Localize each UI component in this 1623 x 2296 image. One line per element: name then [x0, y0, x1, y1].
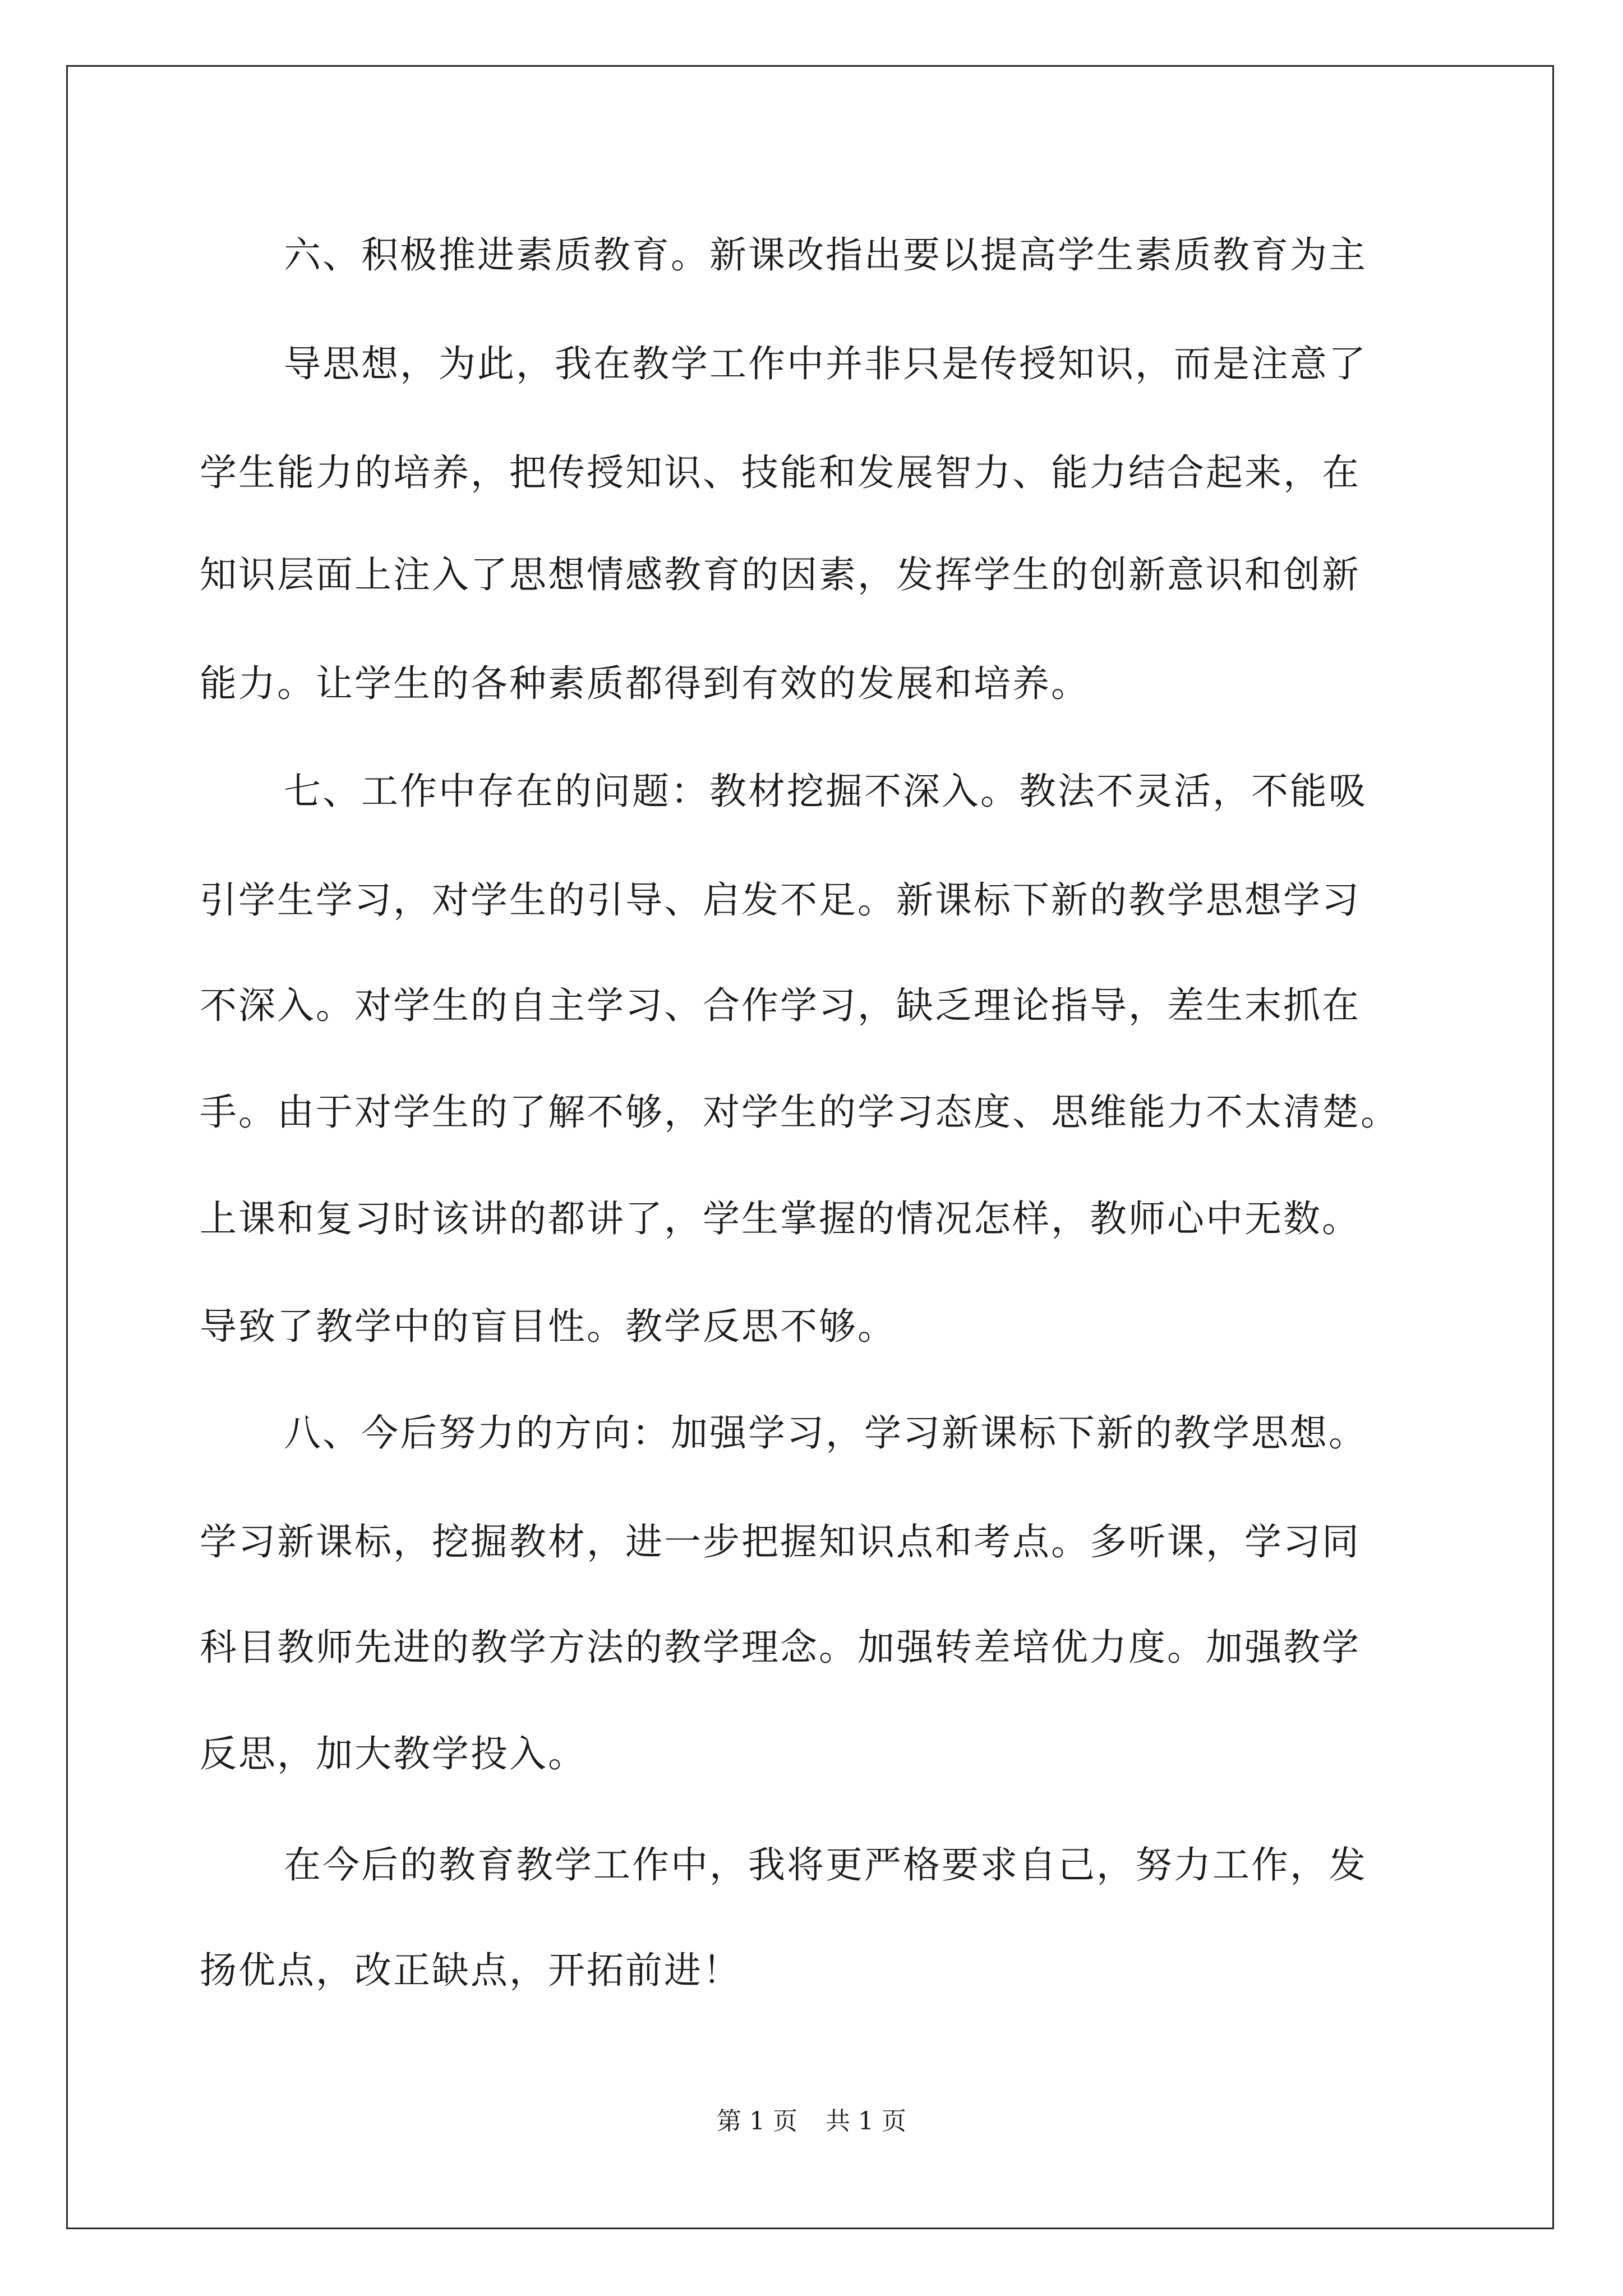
page-number-total: 共 1 页 [826, 2107, 906, 2136]
paragraph-1-line-5: 能力。让学生的各种素质都得到有效的发展和培养。 [200, 662, 1090, 705]
paragraph-2-line-5: 上课和复习时该讲的都讲了，学生掌握的情况怎样，教师心中无数。 [200, 1197, 1361, 1240]
paragraph-1-line-1: 六、积极推进素质教育。新课改指出要以提高学生素质教育为主 [284, 233, 1367, 277]
paragraph-4-line-1: 在今后的教育教学工作中，我将更严格要求自己，努力工作，发 [284, 1843, 1367, 1887]
paragraph-1-line-3: 学生能力的培养，把传授知识、技能和发展智力、能力结合起来，在 [200, 451, 1361, 494]
paragraph-2-line-1: 七、工作中存在的问题：教材挖掘不深入。教法不灵活，不能吸 [284, 770, 1367, 813]
paragraph-3-line-4: 反思，加大教学投入。 [200, 1732, 587, 1775]
page-number-current: 第 1 页 [717, 2107, 797, 2136]
paragraph-3-line-3: 科目教师先进的教学方法的教学理念。加强转差培优力度。加强教学 [200, 1626, 1361, 1669]
paragraph-3-line-2: 学习新课标，挖掘教材，进一步把握知识点和考点。多听课，学习同 [200, 1520, 1361, 1563]
page-footer [0, 2101, 1623, 2137]
paragraph-4-line-2: 扬优点，改正缺点，开拓前进！ [200, 1949, 741, 1992]
paragraph-2-line-4: 手。由于对学生的了解不够，对学生的学习态度、思维能力不太清楚。 [200, 1091, 1399, 1134]
paragraph-2-line-6: 导致了教学中的盲目性。教学反思不够。 [200, 1305, 896, 1348]
paragraph-2-line-3: 不深入。对学生的自主学习、合作学习，缺乏理论指导，差生末抓在 [200, 984, 1361, 1027]
paragraph-1-line-4: 知识层面上注入了思想情感教育的因素，发挥学生的创新意识和创新 [200, 553, 1361, 596]
paragraph-2-line-2: 引学生学习，对学生的引导、启发不足。新课标下新的教学思想学习 [200, 878, 1361, 922]
paragraph-3-line-1: 八、今后努力的方向：加强学习，学习新课标下新的教学思想。 [284, 1411, 1367, 1455]
paragraph-1-line-2: 导思想，为此，我在教学工作中并非只是传授知识，而是注意了 [284, 342, 1367, 385]
